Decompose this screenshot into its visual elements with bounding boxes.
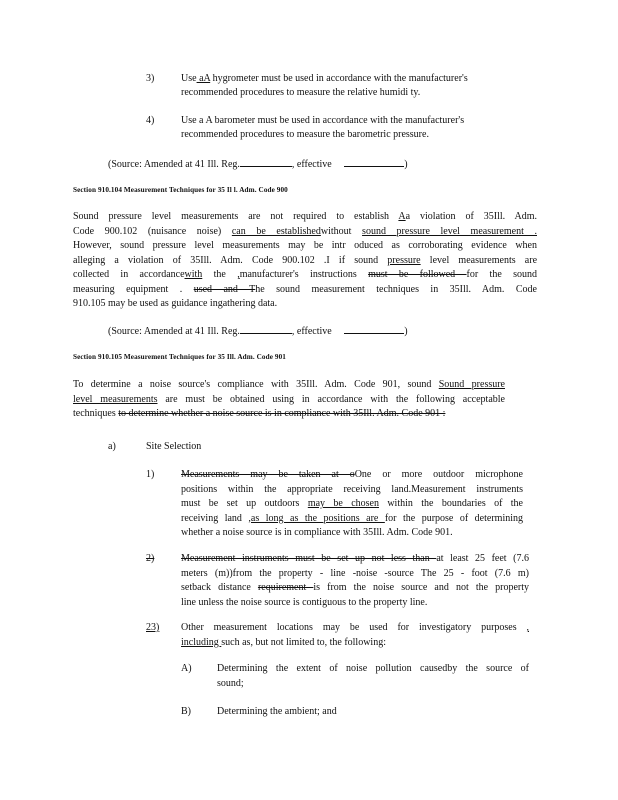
sub-3-line-1: Other measurement locations may be used for investigatory purposes , xyxy=(181,622,529,633)
sub-1-body xyxy=(181,468,523,541)
section-910-104-line-6: measuring equipment . used and The sound measurement techniques in 35Ill. Adm. Code xyxy=(73,283,537,295)
item-4-number: 4) xyxy=(146,115,155,126)
sub-1-line-1: Measurements may be taken at oOne or more outdoor microphone xyxy=(181,469,523,480)
section-910-105-line-1: To determine a noise source's compliance with 35Ill. Adm. Code 901, sound Sound pressure xyxy=(73,379,505,390)
sub-2-line-1: Measurement instruments must be set up not less than at least 25 feet (7.6 xyxy=(181,553,529,564)
section-heading-910-104: Section 910.104 Measurement Techniques for 35 Il l. Adm. Code 900 xyxy=(73,186,288,194)
source-note-1: (Source: Amended at 41 Ill. Reg. , effective ) xyxy=(108,156,408,173)
section-910-104-line-1: Sound pressure level measurements are not required to establish Aa violation of 35Ill. Adm. xyxy=(73,211,538,222)
section-910-105-line-2: level measurements are must be obtained using in accordance with the following acceptable xyxy=(73,393,505,405)
section-910-104-line-4: alleging a violation of 35Ill. Adm. Code 900.102 .I if sound pressure level measurements are xyxy=(73,254,538,266)
sub-2-line-2: meters (m))from the property - line -noise -source The 25 - foot (7.6 m) xyxy=(181,567,529,579)
sub-3-body xyxy=(181,621,529,650)
item-3-line-1: Use aA hygrometer must be used in accordance with the manufacturer's xyxy=(181,73,468,84)
item-3-number: 3) xyxy=(146,73,155,84)
sub-1-line-3: must be set up outdoors may be chosen within the boundaries of the xyxy=(181,498,523,509)
item-4-line-2: recommended procedures to measure the barometric pressure. xyxy=(181,129,429,140)
sub-3-line-2: including such as, but not limited to, the following: xyxy=(181,636,386,648)
sub-a-line-2: sound; xyxy=(217,677,244,689)
item-a-label: Site Selection xyxy=(146,441,202,452)
section-heading-910-105: Section 910.105 Measurement Techniques for 35 Ill. Adm. Code 901 xyxy=(73,353,286,361)
item-a-number: a) xyxy=(108,441,116,452)
sub-a-body xyxy=(217,662,529,691)
sub-2-line-3: setback distance requirement is from the noise source and not the property xyxy=(181,582,530,593)
section-910-104-line-2: Code 900.102 (nuisance noise) can be establishedwithout sound pressure level measurement . xyxy=(73,225,537,237)
sub-b-line-1: Determining the ambient; and xyxy=(217,706,337,717)
section-910-104-line-3: However, sound pressure level measurements may be intr oduced as corroborating evidence when xyxy=(73,240,537,251)
sub-1-line-2: positions within the appropriate receiving land.Measurement instruments xyxy=(181,483,523,495)
sub-2-line-4: line unless the noise source is contiguous to the property line. xyxy=(181,596,428,608)
section-910-104-line-5: collected in accordancewith the ,manufacturer's instructions must be followed for the sound xyxy=(73,269,537,280)
sub-3-number: 23) xyxy=(146,622,160,633)
sub-b-number: B) xyxy=(181,706,191,717)
item-3-line-2: recommended procedures to measure the relative humidi ty. xyxy=(181,87,421,98)
sub-b-body xyxy=(217,705,529,720)
sub-a-line-1: Determining the extent of noise pollution causedby the source of xyxy=(217,663,529,674)
section-910-104-body xyxy=(73,210,537,312)
sub-2-body xyxy=(181,552,529,610)
section-910-105-line-3: techniques to determine whether a noise source is in compliance with 35Ill. Adm. Code 901 : xyxy=(73,408,446,419)
sub-1-line-5: whether a noise source is in compliance with 35Ill. Adm. Code 901. xyxy=(181,527,453,538)
sub-1-number: 1) xyxy=(146,469,155,480)
section-910-104-line-7: 910.105 may be used as guidance ingathering data. xyxy=(73,298,278,309)
sub-a-number: A) xyxy=(181,663,192,674)
sub-1-line-4: receiving land ,as long as the positions are for the purpose of determining xyxy=(181,512,523,524)
sub-2-number: 2) xyxy=(146,553,155,564)
source-note-2: (Source: Amended at 41 Ill. Reg. , effective ) xyxy=(108,323,408,340)
item-4-line-1: Use a A barometer must be used in accordance with the manufacturer's xyxy=(181,115,465,126)
section-910-105-body xyxy=(73,378,505,422)
